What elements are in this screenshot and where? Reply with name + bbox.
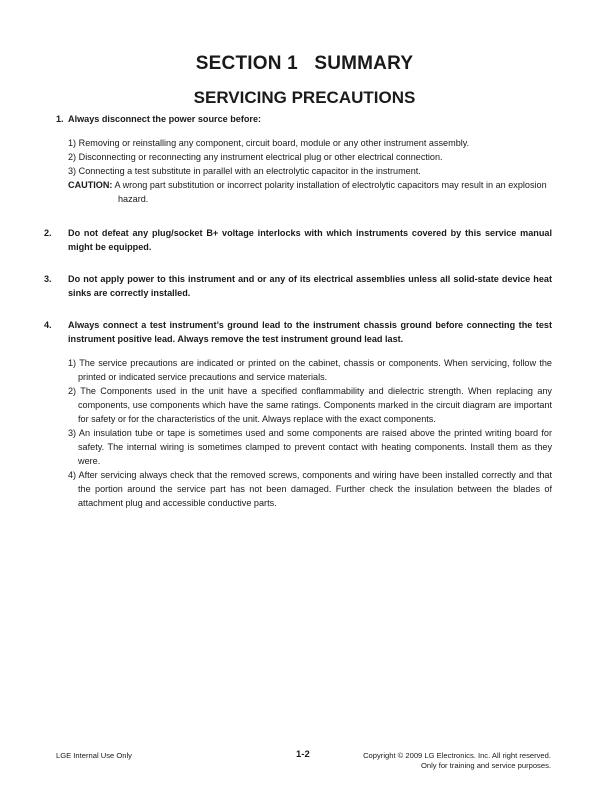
precautions-content (44, 112, 552, 510)
item-text: Removing or reinstalling any component, circuit board, module or any other instrument assembly. (78, 138, 470, 148)
list-item (68, 356, 552, 384)
section-number: 3. (44, 274, 52, 284)
copyright-block (363, 751, 551, 771)
section-heading-text: Always connect a test instrument’s ground lead to the instrument chassis ground before connecting the test instrument positive lead. Always remove the test instrument ground lead last. (68, 320, 552, 344)
internal-use-label: LGE Internal Use Only (56, 751, 132, 760)
item-text: Connecting a test substitute in parallel with an electrolytic capacitor in the instrument. (78, 166, 421, 176)
item-text: After servicing always check that the removed screws, components and wiring have been installed correctly and that the portion around the service part has not been damaged. Further check the insulation between the blades of attachment plug and accessible conductive parts. (78, 470, 552, 508)
item-number: 1) (68, 358, 77, 368)
item-number: 2) (68, 152, 77, 162)
list-item (68, 468, 552, 510)
section-heading-text: Do not defeat any plug/socket B+ voltage interlocks with which instruments covered by this service manual might be equipped. (68, 228, 552, 252)
page-number: 1-2 (296, 749, 310, 760)
caution-label: CAUTION: (68, 180, 113, 190)
item-number: 4) (68, 470, 77, 480)
item-number: 1) (68, 138, 77, 148)
list-item (68, 150, 552, 164)
section-heading-text: Always disconnect the power source before: (68, 114, 262, 124)
list-item (68, 384, 552, 426)
item-text: The Components used in the unit have a specified conflammability and dielectric strength. When replacing any components, use components which have the same ratings. Components marked in the circuit diagram are important for safety or for the characteristics of the unit. Always replace with the exact components. (78, 386, 552, 424)
item-number: 3) (68, 166, 77, 176)
item-text: An insulation tube or tape is sometimes used and some components are raised above the printed writing board for safety. The internal wiring is sometimes clamped to prevent contact with heating components. Install them as they were. (78, 428, 552, 466)
item-text: The service precautions are indicated or printed on the cabinet, chassis or components. When servicing, follow the printed or indicated service precautions and service materials. (78, 358, 552, 382)
item-number: 2) (68, 386, 77, 396)
item-number: 3) (68, 428, 77, 438)
list-item (68, 164, 552, 178)
section-number: 2. (44, 228, 52, 238)
section-title: SECTION 1 SUMMARY (195, 53, 414, 74)
caution-text: A wrong part substitution or incorrect polarity installation of electrolytic capacitors may result in an explosion hazard. (114, 180, 547, 204)
section-4-items (68, 356, 552, 510)
section-1-heading (56, 112, 552, 126)
section-3-heading (44, 272, 552, 300)
usage-notice: Only for training and service purposes. (420, 761, 551, 770)
section-number: 1. (56, 114, 64, 124)
caution-note (68, 178, 552, 206)
list-item (68, 136, 552, 150)
list-item (68, 426, 552, 468)
page-subtitle: SERVICING PRECAUTIONS (193, 88, 416, 107)
copyright-text: Copyright © 2009 LG Electronics. Inc. All right reserved. (363, 751, 551, 760)
section-1-items (68, 136, 552, 206)
section-number: 4. (44, 320, 52, 330)
section-2-heading (44, 226, 552, 254)
section-4-heading (44, 318, 552, 346)
section-heading-text: Do not apply power to this instrument and or any of its electrical assemblies unless all solid-state device heat sinks are correctly installed. (68, 274, 552, 298)
item-text: Disconnecting or reconnecting any instrument electrical plug or other electrical connection. (78, 152, 443, 162)
